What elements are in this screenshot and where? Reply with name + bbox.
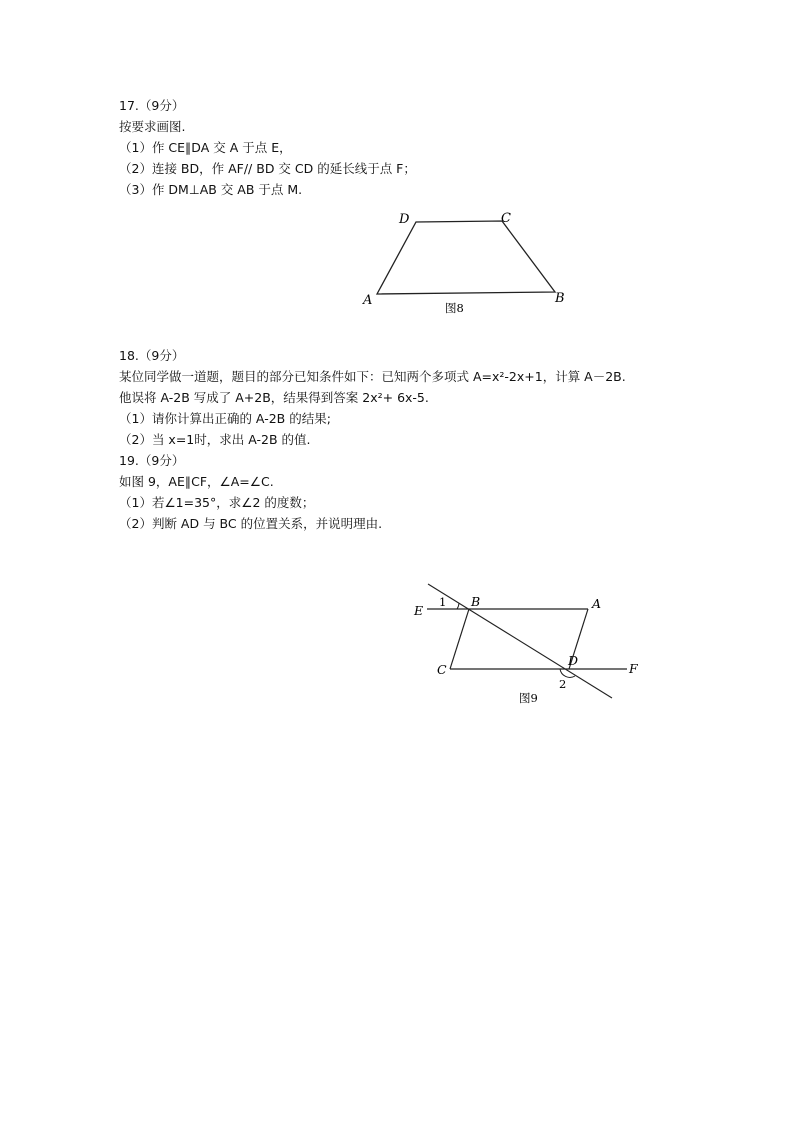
figure-9-drawing	[405, 578, 645, 710]
fig9-label-angle-2: 2	[559, 677, 567, 691]
fig8-label-d: D	[399, 212, 410, 227]
fig9-label-e: E	[414, 603, 424, 618]
q17-item-3: （3）作 DM⊥AB 交 AB 于点 M.	[119, 182, 303, 197]
q17-header: 17.（9分）	[119, 98, 185, 113]
figure-8-drawing	[355, 200, 585, 325]
q19-item-1: （1）若∠1=35°，求∠2 的度数；	[119, 495, 315, 510]
fig9-label-b: B	[471, 594, 481, 609]
fig8-label-a: A	[363, 293, 373, 308]
q18-header: 18.（9分）	[119, 348, 185, 363]
segment-bc	[450, 609, 469, 669]
fig8-label-b: B	[555, 291, 565, 306]
q17-item-2: （2）连接 BD，作 AF// BD 交 CD 的延长线于点 F；	[119, 161, 416, 176]
fig9-label-a: A	[592, 596, 602, 611]
transversal-bd	[428, 584, 612, 698]
q19-intro: 如图 9，AE∥CF，∠A=∠C.	[119, 474, 274, 489]
fig9-label-angle-1: 1	[439, 595, 447, 609]
q17-item-1: （1）作 CE∥DA 交 A 于点 E，	[119, 140, 292, 155]
q18-item-2: （2）当 x=1时，求出 A-2B 的值.	[119, 432, 311, 447]
q18-line-1: 某位同学做一道题，题目的部分已知条件如下：已知两个多项式 A=x²-2x+1，计算 A－2B.	[119, 369, 626, 384]
fig8-caption: 图8	[445, 301, 464, 315]
fig9-label-d: D	[568, 653, 579, 668]
trapezoid-abcd	[377, 221, 555, 294]
fig9-caption: 图9	[519, 691, 538, 705]
fig9-label-f: F	[629, 661, 638, 676]
q18-line-2: 他误将 A-2B 写成了 A+2B，结果得到答案 2x²+ 6x-5.	[119, 390, 429, 405]
angle-1-arc	[457, 603, 459, 609]
q19-item-2: （2）判断 AD 与 BC 的位置关系，并说明理由.	[119, 516, 383, 531]
fig9-label-c: C	[437, 662, 447, 677]
figure-8	[355, 200, 585, 325]
q19-header: 19.（9分）	[119, 453, 185, 468]
figure-9	[405, 578, 645, 710]
q17-intro: 按要求画图.	[119, 119, 186, 134]
q18-item-1: （1）请你计算出正确的 A-2B 的结果;	[119, 411, 331, 426]
fig8-label-c: C	[501, 211, 511, 226]
